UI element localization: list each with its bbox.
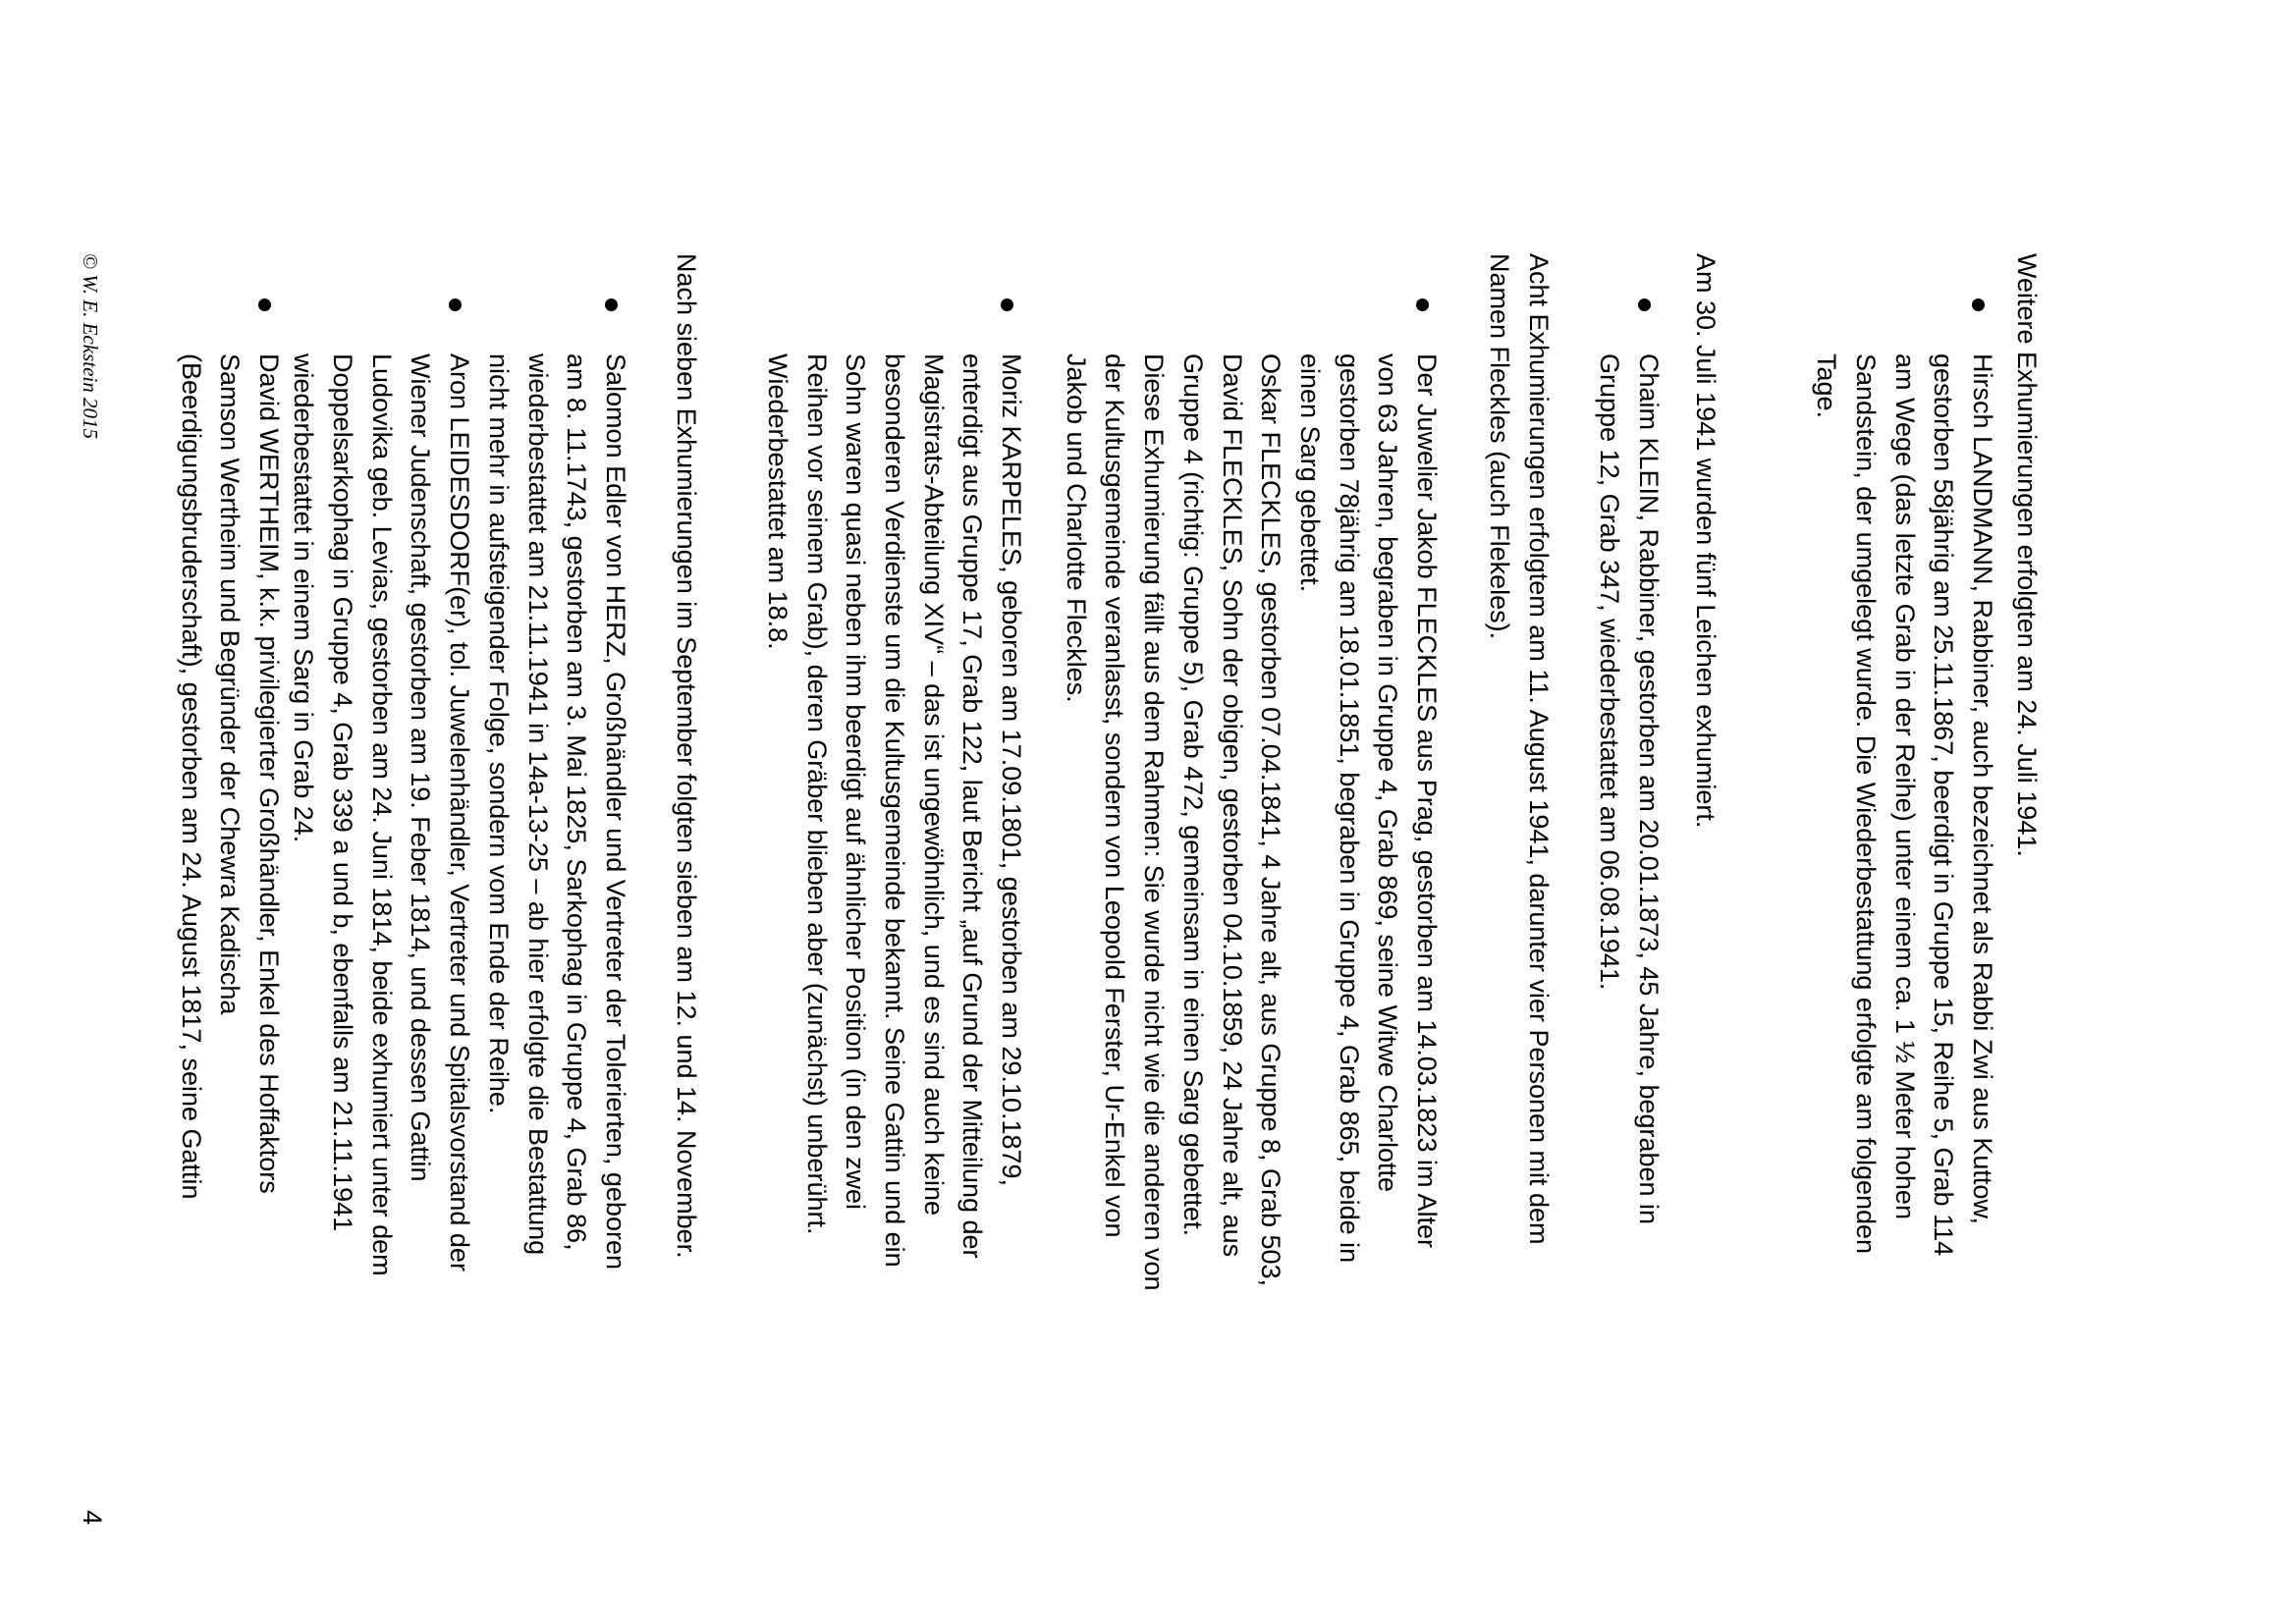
bullet-marker [605, 298, 618, 311]
list-item-landmann: Hirsch LANDMANN, Rabbiner, auch bezeichnet als Rabbi Zwi aus Kuttow, gestorben 58jährig am 25.11.1867, beerdigt in Gruppe 15, Reihe 5, Grab 114 am Wege (das letzte Grab in der Reihe) unter einem ca. 1 ½ Meter hohen Sandstein, der umgelegt wurde. Die Wiederbestattung erfolgte am folgenden Tage. [1812, 353, 1997, 1257]
page-number: 4 [78, 1510, 107, 1526]
paragraph-11-august: Acht Exhumierungen erfolgtem am 11. August 1941, darunter vier Personen mit dem Namen Fleckles (auch Flekeles). [1485, 253, 1554, 1245]
copyright-footer: © W. E. Eckstein 2015 [79, 253, 102, 439]
bullet-marker [449, 298, 462, 311]
bullet-marker [1638, 298, 1651, 311]
bullet-marker [1001, 298, 1013, 311]
list-item-leidesdorf: Aron LEIDESDORF(er), tol. Juwelenhändler, Vertreter und Spitalsvorstand der Wiener Judenschaft, gestorben am 19. Feber 1814, und dessen Gattin Ludovika geb. Levias, gestorben am 24. Juni 1814, beide exhumiert unter dem Doppelsarkophag in Gruppe 4, Grab 339 a und b, ebenfalls am 21.11.1941 wiederbestattet in einem Sarg in Grab 24. [289, 353, 474, 1276]
bullet-marker [258, 298, 271, 311]
list-item-fleckles: Der Juwelier Jakob FLECKLES aus Prag, gestorben am 14.03.1823 im Alter von 63 Jahren, begraben in Gruppe 4, Grab 869, seine Witwe Charlotte gestorben 78jährig am 18.01.1851, begraben in Gruppe 4, Grab 865, beide in einen Sarg gebettet. Oskar FLECKLES, gestorben 07.04.1841, 4 Jahre alt, aus Gruppe 8, Grab 503, David FLECKLES, Sohn der obigen, gestorben 04.10.1859, 24 Jahre alt, aus Gruppe 4 (richtig: Gruppe 5), Grab 472, gemeinsam in einen Sarg gebettet. Diese Exhumierung fällt aus dem Rahmen: Sie wurde nicht wie die anderen von der Kultusgemeinde veranlasst, sondern von Leopold Ferster, Ur-Enkel von Jakob und Charlotte Fleckles. [1061, 353, 1442, 1291]
bullet-marker [1416, 298, 1429, 311]
paragraph-intro-24-july: Weitere Exhumierungen erfolgten am 24. Juli 1941. [2012, 253, 2042, 857]
bullet-marker [1972, 298, 1985, 311]
list-item-klein: Chaim KLEIN, Rabbiner, gestorben am 20.01.1873, 45 Jahre, begraben in Gruppe 12, Grab 347, wiederbestattet am 06.08.1941. [1595, 353, 1664, 1225]
list-item-wertheim: David WERTHEIM, k.k. privilegierter Großhändler, Enkel des Hoffaktors Samson Wertheim und Begründer der Chewra Kadischa (Beerdigungsbruderschaft), gestorben am 24. August 1817, seine Gattin [176, 353, 284, 1200]
list-item-herz: Salomon Edler von HERZ, Großhändler und Vertreter der Tolerierten, geboren am 8. 11.1743, gestorben am 3. Mai 1825, Sarkophag in Gruppe 4, Grab 86, wiederbestattet am 21.11.1941 in 14a-13-25 – ab hier erfolgte die Bestattung nicht mehr in aufsteigender Folge, sondern vom Ende der Reihe. [483, 353, 630, 1270]
paragraph-november: Nach sieben Exhumierungen im September folgten sieben am 12. und 14. November. [672, 253, 701, 1259]
paragraph-30-july: Am 30. Juli 1941 wurden fünf Leichen exhumiert. [1691, 253, 1720, 829]
list-item-karpeles: Moriz KARPELES, geboren am 17.09.1801, gestorben am 29.10.1879, enterdigt aus Gruppe 17, Grab 122, laut Bericht „auf Grund der Mitteilung der Magistrats-Abteilung XIV“ – das ist ungewöhnlich, und es sind auch keine besonderen Verdienste um die Kultusgemeinde bekannt. Seine Gattin und ein Sohn waren quasi neben ihm beerdigt auf ähnlicher Position (in den zwei Reihen vor seinem Grab), deren Gräber blieben aber (zunächst) unberührt. Wiederbestattet am 18.8. [762, 353, 1026, 1268]
